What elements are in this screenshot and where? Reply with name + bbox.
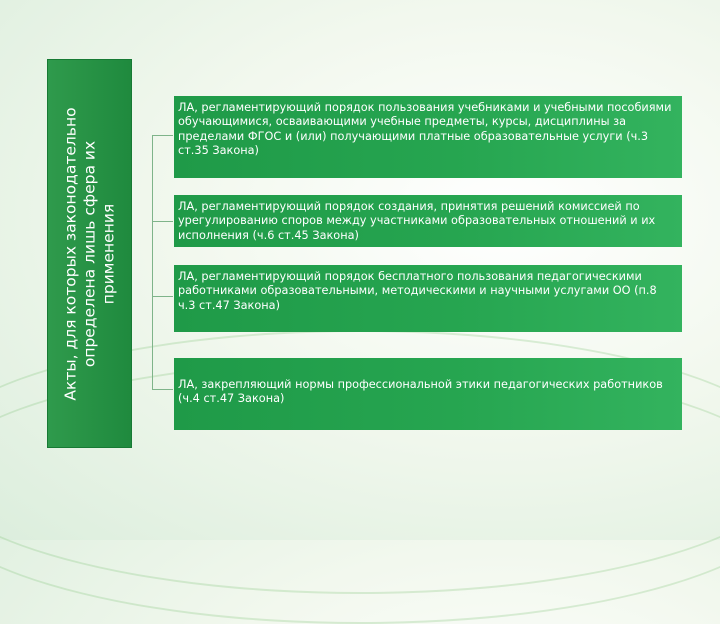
item-text: ЛА, закрепляющий нормы профессиональной этики педагогических работников (ч.4 ст.47 Закона) [178,378,663,406]
item-box-4 [174,358,682,430]
connector-branch-1 [152,135,173,136]
item-text: ЛА, регламентирующий порядок пользования учебниками и учебными пособиями обучающимися, осваивающими учебные предметы, курсы, дисциплины за пределами ФГОС и (или) получающими платные образовательные услуги (ч.3 ст.35 Закона) [178,101,672,158]
connector-branch-2 [152,221,173,222]
connector-branch-4 [152,389,173,390]
connector-branch-3 [152,296,173,297]
item-box-2 [174,195,682,247]
item-text: ЛА, регламентирующий порядок создания, принятия решений комиссией по урегулированию споров между участниками образовательных отношений и их исполнения (ч.6 ст.45 Закона) [178,200,656,242]
connector-trunk [152,135,153,389]
item-box-1 [174,96,682,178]
category-box [47,59,132,448]
item-box-3 [174,265,682,332]
item-text: ЛА, регламентирующий порядок бесплатного пользования педагогическими работниками образовательными, методическими и научными услугами ОО (п.8 ч.3 ст.47 Закона) [178,270,657,312]
category-title: Акты, для которых законодательно определена лишь сфера их применения [61,106,117,401]
